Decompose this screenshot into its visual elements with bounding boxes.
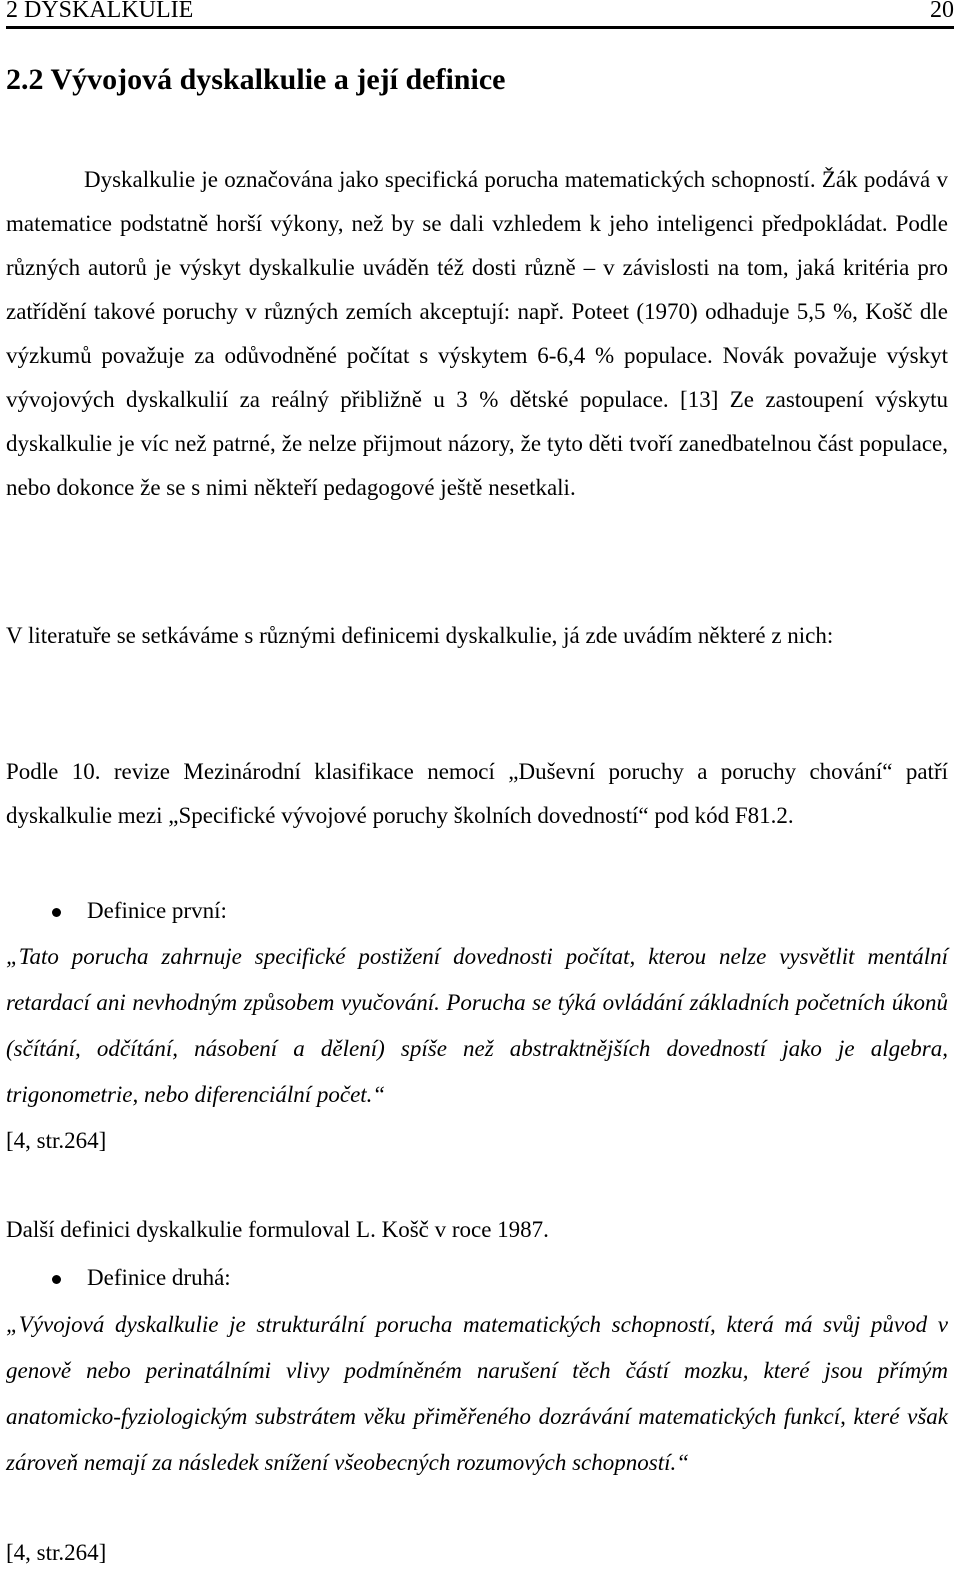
paragraph-mkn-classification: Podle 10. revize Mezinárodní klasifikace nemocí „Duševní poruchy a poruchy chování“ patří dyskalkulie mezi „Specifické vývojové poruchy školních dovedností“ pod kód F81.2.: [6, 759, 948, 828]
bullet-icon: [52, 908, 61, 917]
section-heading: 2.2 Vývojová dyskalkulie a její definice: [6, 63, 506, 96]
definition-first-label: Definice první:: [87, 898, 227, 923]
definition-second-quote: „Vývojová dyskalkulie je strukturální porucha matematických schopností, která má svůj původ v genově nebo perinatálními vlivy podmíněném narušení těch částí mozku, které jsou přímým anatomicko-fyziologickým substrátem věku přiměřeného dozrávání matematických funkcí, které však zároveň nemají za následek snížení všeobecných rozumových schopností.“: [6, 1312, 948, 1475]
definition-second-reference: [4, str.264]: [6, 1540, 107, 1565]
paragraph-definitions-intro: V literatuře se setkáváme s různými definicemi dyskalkulie, já zde uvádím některé z nich:: [6, 623, 834, 648]
header-section-title: 2 DYSKALKULIE: [6, 0, 194, 23]
paragraph-kosc-definition: Další definici dyskalkulie formuloval L. Košč v roce 1987.: [6, 1217, 549, 1242]
bullet-icon: [52, 1275, 61, 1284]
definition-first-item: [6, 889, 227, 933]
paragraph-intro: Dyskalkulie je označována jako specifická porucha matematických schopností. Žák podává v matematice podstatně horší výkony, než by se dali vzhledem k jeho inteligenci předpokládat. Podle různých autorů je výskyt dyskalkulie uváděn též dosti různě – v závislosti na tom, jaká kritéria pro zatřídění takové poruchy v různých zemích akceptují: např. Poteet (1970) odhaduje 5,5 %, Košč dle výzkumů považuje za odůvodněné počítat s výskytem 6-6,4 % populace. Novák považuje výskyt vývojových dyskalkulií za reálný přibližně u 3 % dětské populace. [13] Ze zastoupení výskytu dyskalkulie je víc než patrné, že nelze přijmout názory, že tyto děti tvoří zanedbatelnou část populace, nebo dokonce že se s nimi někteří pedagogové ještě nesetkali.: [6, 167, 948, 500]
definition-second-label: Definice druhá:: [87, 1265, 231, 1290]
running-header: [6, 0, 954, 29]
header-page-number: 20: [930, 0, 954, 23]
definition-second-item: [6, 1256, 231, 1300]
definition-first-reference: [4, str.264]: [6, 1128, 107, 1153]
definition-first-quote: „Tato porucha zahrnuje specifické postižení dovednosti počítat, kterou nelze vysvětlit mentální retardací ani nevhodným způsobem vyučování. Porucha se týká ovládání základních početních úkonů (sčítání, odčítání, násobení a dělení) spíše než abstraktnějších dovedností jako je algebra, trigonometrie, nebo diferenciální počet.“: [6, 944, 948, 1107]
